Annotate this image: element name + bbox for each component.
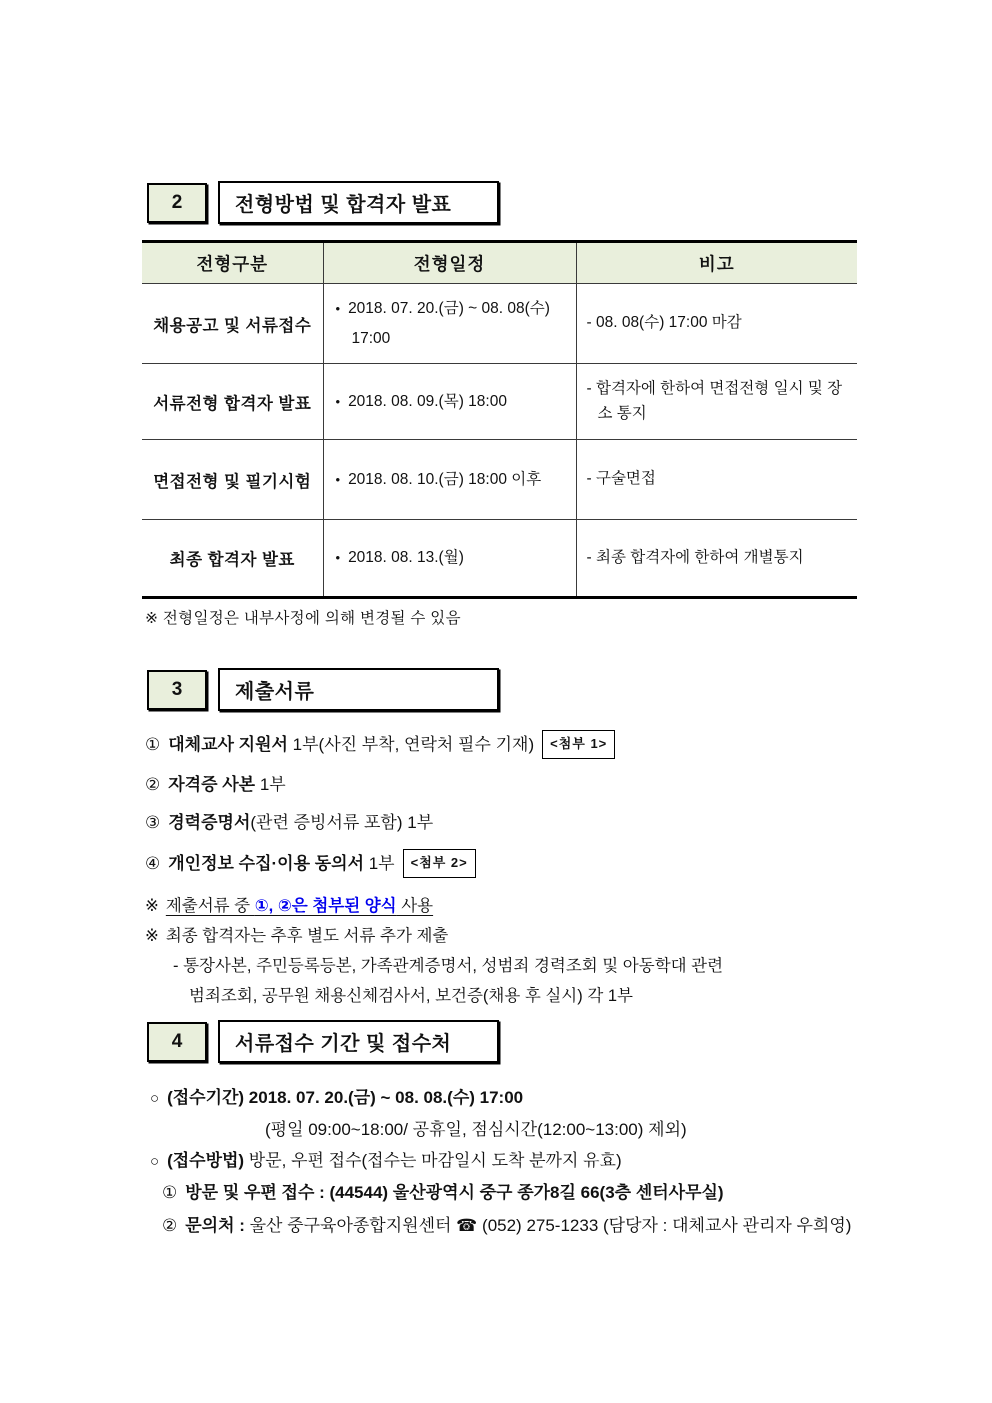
row-schedule: • 2018. 08. 10.(금) 18:00 이후	[335, 470, 542, 488]
selection-schedule-table	[142, 240, 857, 599]
section2-number-badge	[147, 183, 207, 223]
visit-mail-address-line: ① 방문 및 우편 접수 : (44544) 울산광역시 중구 종가8길 66(3층 센터사무실)	[162, 1183, 724, 1202]
row-note: - 합격자에 한하여 면접전형 일시 및 장소 통지	[586, 380, 843, 422]
section4-number: 4	[171, 1030, 183, 1052]
section2-title: 전형방법 및 합격자 발표	[235, 194, 452, 216]
table-header-row	[142, 242, 857, 284]
note-additional-docs-line1: - 통장사본, 주민등록등본, 가족관계증명서, 성범죄 경력조회 및 아동학대 관련	[173, 957, 724, 975]
col-header-category: 전형구분	[142, 242, 323, 284]
row-schedule: • 2018. 08. 09.(목) 18:00	[335, 392, 507, 410]
list-item: ③ 경력증명서(관련 증빙서류 포함) 1부	[145, 813, 434, 832]
reception-period-line: ○ (접수기간) 2018. 07. 20.(금) ~ 08. 08.(수) 17:00	[150, 1088, 524, 1107]
col-header-schedule: 전형일정	[323, 242, 576, 284]
note-final-candidates: ※ 최종 합격자는 추후 별도 서류 추가 제출	[145, 927, 449, 945]
section2-title-box	[218, 181, 499, 224]
table-row	[142, 364, 857, 440]
circle-bullet-icon: ○	[150, 1153, 160, 1170]
reception-hours-line: (평일 09:00~18:00/ 공휴일, 점심시간(12:00~13:00) 제외)	[265, 1120, 687, 1139]
bullet-icon: •	[335, 471, 341, 487]
highlighted-text: ①, ②은 첨부된 양식	[254, 897, 397, 915]
bullet-icon: •	[335, 301, 341, 317]
circled-number: ①	[162, 1183, 178, 1202]
section4-title: 서류접수 기간 및 접수처	[235, 1033, 452, 1055]
submission-document-list	[145, 730, 915, 1014]
note-attached-form: ※ 제출서류 중 ①, ②은 첨부된 양식 사용	[145, 897, 434, 915]
row-note: - 08. 08(수) 17:00 마감	[586, 314, 742, 332]
list-item: ④ 개인정보 수집·이용 동의서 1부 <첨부 2>	[145, 849, 915, 878]
contact-line: ② 문의처 : 울산 중구육아종합지원센터 ☎ (052) 275-1233 (담당자 : 대체교사 관리자 우희영)	[162, 1216, 852, 1235]
row-category: 채용공고 및 서류접수	[142, 284, 323, 364]
section4-number-badge	[147, 1022, 207, 1062]
row-schedule: • 2018. 08. 13.(월)	[335, 549, 464, 567]
section3-number-badge	[147, 670, 207, 710]
note-additional-docs-line2: 범죄조회, 공무원 채용신체검사서, 보건증(채용 후 실시) 각 1부	[189, 987, 633, 1005]
section3-header	[147, 668, 499, 711]
table-row	[142, 284, 857, 364]
attachment-tag: <첨부 2>	[403, 849, 476, 878]
reference-mark: ※	[145, 927, 159, 945]
reception-info-list	[150, 1086, 940, 1247]
table-footnote: ※ 전형일정은 내부사정에 의해 변경될 수 있음	[145, 610, 461, 627]
section4-title-box	[218, 1020, 499, 1063]
col-header-note: 비고	[576, 242, 857, 284]
row-note: - 구술면접	[586, 470, 656, 488]
table-row	[142, 520, 857, 598]
table-row	[142, 440, 857, 520]
row-note: - 최종 합격자에 한하여 개별통지	[586, 548, 804, 566]
row-category: 최종 합격자 발표	[142, 520, 323, 598]
section3-title: 제출서류	[235, 681, 315, 703]
row-category: 서류전형 합격자 발표	[142, 364, 323, 440]
attachment-tag: <첨부 1>	[542, 730, 615, 759]
reception-method-line: ○ (접수방법) 방문, 우편 접수(접수는 마감일시 도착 분까지 유효)	[150, 1151, 622, 1170]
list-item: ① 대체교사 지원서 1부(사진 부착, 연락처 필수 기재) <첨부 1>	[145, 730, 915, 759]
section2-number: 2	[171, 191, 183, 213]
section3-title-box	[218, 668, 499, 711]
bullet-icon: •	[335, 393, 341, 409]
row-schedule: • 2018. 07. 20.(금) ~ 08. 08(수) 17:00	[335, 300, 550, 347]
row-category: 면접전형 및 필기시험	[142, 440, 323, 520]
circled-number: ③	[145, 813, 161, 832]
circle-bullet-icon: ○	[150, 1090, 160, 1107]
circled-number: ②	[162, 1216, 178, 1235]
reference-mark: ※	[145, 897, 159, 915]
section2-header	[147, 181, 499, 224]
circled-number: ①	[145, 735, 161, 754]
circled-number: ④	[145, 854, 161, 873]
submission-notes	[145, 894, 915, 1009]
bullet-icon: •	[335, 550, 341, 566]
section3-number: 3	[171, 678, 183, 700]
circled-number: ②	[145, 775, 161, 794]
section4-header	[147, 1020, 499, 1063]
list-item: ② 자격증 사본 1부	[145, 775, 286, 794]
